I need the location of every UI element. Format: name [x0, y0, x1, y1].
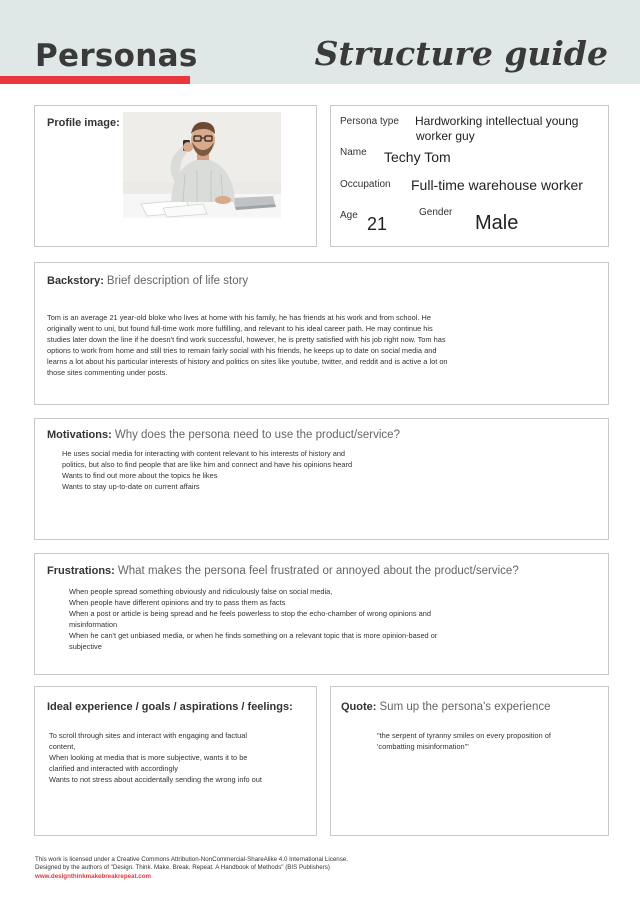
frustrations-text: When people spread something obviously and ridiculously false on social media, When people have different opinions and try to pass them as facts When a post or article is being spread and he feels powerless to stop the echo-chamber of wrong opinions and misinformation When he can't get unbiased media, or when he finds something on a relevant topic that is more opinion-based or subjective: [69, 587, 438, 652]
frustrations-heading: Frustrations: What makes the persona feel frustrated or annoyed about the product/service?: [47, 565, 519, 577]
occupation-label: Occupation: [340, 179, 391, 190]
profile-image-box: [34, 105, 317, 247]
name-value: Techy Tom: [384, 149, 451, 165]
quote-heading: Quote: Sum up the persona's experience: [341, 701, 551, 713]
backstory-prompt: Brief description of life story: [106, 275, 249, 287]
website-link[interactable]: www.designthinkmakebreakrepeat.com: [35, 872, 151, 880]
accent-bar: [0, 76, 190, 84]
occupation-value: Full-time warehouse worker: [411, 177, 583, 193]
profile-photo: [123, 112, 281, 218]
persona-details-box: [330, 105, 609, 247]
age-label: Age: [340, 210, 358, 221]
age-value: 21: [367, 214, 388, 234]
motivations-box: [34, 418, 609, 540]
ideal-experience-text: To scroll through sites and interact with engaging and factual content, When looking at media that is more subjective, wants it to be clarified and interacted with accordingly Wants to not stress about accidentally sending the wrong info out: [49, 731, 262, 785]
quote-box: [330, 686, 609, 836]
frustrations-box: [34, 553, 609, 675]
profile-image-label: Profile image:: [47, 117, 120, 129]
gender-label: Gender: [419, 207, 453, 218]
motivations-text: He uses social media for interacting with content relevant to his interests of history and politics, but also to find people that are like him and connect and have his opinions heard Wants to find out more about the topics he likes Wants to stay up-to-date on current affairs: [62, 449, 353, 492]
backstory-heading: Backstory: Brief description of life story: [47, 275, 249, 287]
page-title: Personas: [35, 38, 198, 74]
gender-value: Male: [475, 212, 519, 234]
name-label: Name: [340, 147, 367, 158]
quote-prompt: Sum up the persona's experience: [379, 701, 551, 713]
persona-type-label: Persona type: [340, 116, 399, 127]
person-illustration: [123, 112, 281, 218]
persona-type-value: Hardworking intellectual young worker guy: [415, 114, 579, 143]
credits-text: Designed by the authors of "Design. Think. Make. Break. Repeat. A Handbook of Methods" (BIS Publishers): [35, 864, 330, 872]
page-subtitle: Structure guide: [314, 34, 608, 73]
motivations-heading: Motivations: Why does the persona need to use the product/service?: [47, 429, 400, 441]
backstory-box: [34, 262, 609, 405]
backstory-text: Tom is an average 21 year-old bloke who lives at home with his family, he has friends at his work and from school. He originally went to uni, but found full-time work more fulfilling, and relevant to his ideal career path. He may continue his studies later down the line if he doesn't find work successful, however, he is pretty satisfied with his job right now. Tom has options to work from home and still tries to remain fairly social with his friends, he keeps up to date on social media and learns a lot about his particular interests of history and politics on sites like youtube, twitter, and reddit and is active a lot on those sites commenting under posts.: [47, 313, 448, 378]
frustrations-prompt: What makes the persona feel frustrated or annoyed about the product/service?: [117, 565, 519, 577]
quote-text: "the serpent of tyranny smiles on every proposition of 'combatting misinformation'": [377, 731, 551, 752]
motivations-prompt: Why does the persona need to use the product/service?: [114, 429, 400, 441]
license-text: This work is licensed under a Creative Commons Attribution-NonCommercial-ShareAlike 4.0 International License.: [35, 856, 348, 863]
ideal-experience-heading: Ideal experience / goals / aspirations / feelings:: [47, 701, 293, 713]
license-footer: [35, 856, 348, 881]
ideal-experience-box: [34, 686, 317, 836]
